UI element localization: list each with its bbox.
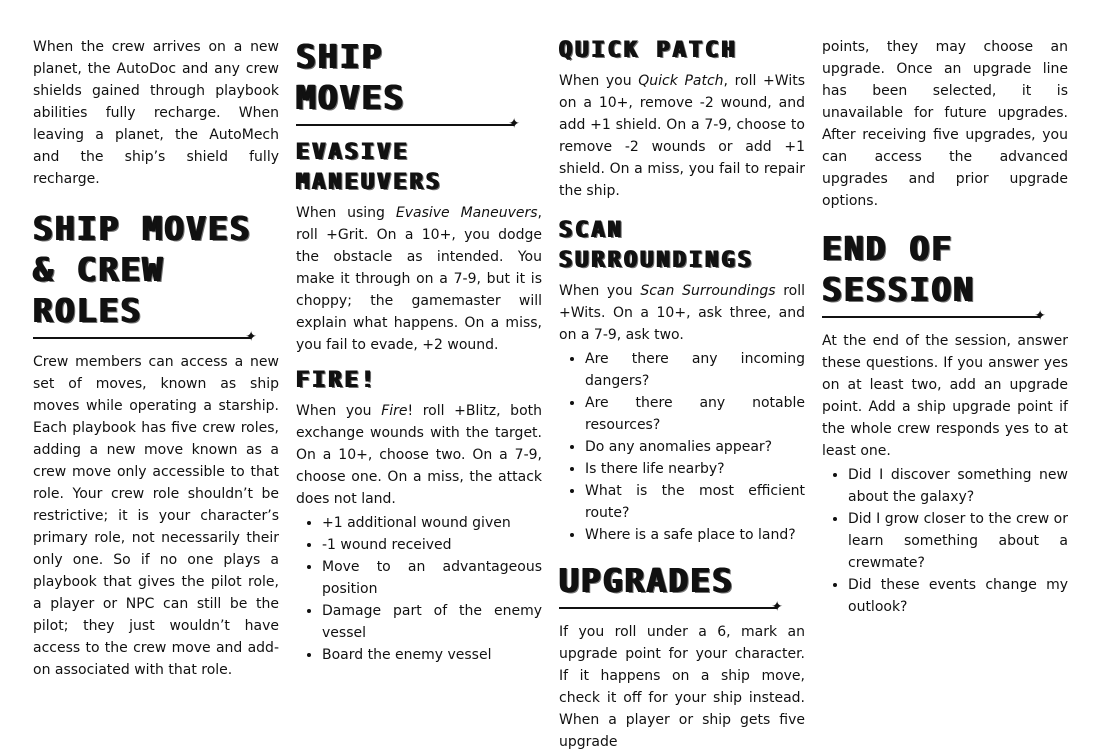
- upgrades-continued-paragraph: points, they may choose an upgrade. Once an upgrade line has been selected, it is unavailable for future upgrades. After receiving five upgrades, you can access the advanced upgrades and prior upgrade options.: [822, 39, 1068, 209]
- heading-ship-moves-crew-roles: SHIP MOVES & CREW ROLES: [33, 209, 252, 330]
- list-item: • Damage part of the enemy vessel: [322, 600, 542, 644]
- section-divider: [822, 310, 1068, 324]
- list-item: • Do any anomalies appear?: [585, 436, 805, 458]
- list-item: • Did I discover something new about the galaxy?: [848, 464, 1068, 508]
- sparkle-icon: ✦: [1034, 308, 1046, 324]
- column-2: [296, 36, 542, 666]
- heading-quick-patch: QUICK PATCH: [559, 38, 738, 63]
- scan-surroundings-paragraph: When you Scan Surroundings roll +Wits. On a 10+, ask three, and on a 7-9, ask two.: [559, 283, 805, 343]
- list-item: • -1 wound received: [322, 534, 542, 556]
- column-3: [559, 36, 805, 753]
- end-of-session-paragraph: At the end of the session, answer these questions. If you answer yes on at least two, add an upgrade point. Add a ship upgrade point if the whole crew responds yes to at least one.: [822, 333, 1068, 459]
- section-divider: [296, 118, 542, 132]
- heading-end-of-session: END OF SESSION: [822, 229, 976, 309]
- heading-fire: FIRE!: [296, 368, 378, 393]
- heading-scan-surroundings: SCAN SURROUNDINGS: [559, 218, 754, 273]
- list-item: • What is the most efficient route?: [585, 480, 805, 524]
- list-item: • Board the enemy vessel: [322, 644, 542, 666]
- sparkle-icon: ✦: [771, 599, 783, 615]
- list-item: • Move to an advantageous position: [322, 556, 542, 600]
- intro-paragraph: When the crew arrives on a new planet, the AutoDoc and any crew shields gained through playbook abilities fully recharge. When leaving a planet, the AutoMech and the ship’s shield fully recharge.: [33, 39, 279, 187]
- list-item: • Is there life nearby?: [585, 458, 805, 480]
- list-item: • Did these events change my outlook?: [848, 574, 1068, 618]
- section-divider: [33, 331, 279, 345]
- scan-questions-list: [559, 348, 805, 546]
- evasive-maneuvers-paragraph: When using Evasive Maneuvers, roll +Grit. On a 10+, you dodge the obstacle as intended. You make it through on a 7-9, but it is choppy; the gamemaster will explain what happens. On a miss, you fail to evade, +2 wound.: [296, 205, 542, 353]
- list-item: • +1 additional wound given: [322, 512, 542, 534]
- crew-roles-paragraph: Crew members can access a new set of moves, known as ship moves while operating a starship. Each playbook has five crew roles, adding a new move known as a crew move only accessible to that role. Your crew role shouldn’t be restrictive; it is your character’s primary role, not necessarily their only one. So if no one plays a playbook that gives the pilot role, a player or NPC can still be the pilot; they just wouldn’t have access to the crew move and add-on associated with that role.: [33, 354, 279, 678]
- sparkle-icon: ✦: [245, 329, 257, 345]
- list-item: • Are there any notable resources?: [585, 392, 805, 436]
- upgrades-paragraph: If you roll under a 6, mark an upgrade point for your character. If it happens on a ship move, check it off for your ship instead. When a player or ship gets five upgrade: [559, 624, 805, 750]
- list-item: • Did I grow closer to the crew or learn something about a crewmate?: [848, 508, 1068, 574]
- quick-patch-paragraph: When you Quick Patch, roll +Wits on a 10+, remove -2 wound, and add +1 shield. On a 7-9, choose to remove -2 wounds or add +1 shield. On a miss, you fail to repair the ship.: [559, 73, 805, 199]
- heading-evasive-maneuvers: EVASIVE MANEUVERS: [296, 140, 443, 195]
- sparkle-icon: ✦: [508, 116, 520, 132]
- list-item: • Where is a safe place to land?: [585, 524, 805, 546]
- column-4: [822, 36, 1068, 618]
- heading-upgrades: UPGRADES: [559, 561, 734, 600]
- column-1: [33, 36, 279, 681]
- fire-paragraph: When you Fire! roll +Blitz, both exchange wounds with the target. On a 10+, choose two. On a 7-9, choose one. On a miss, the attack does not land.: [296, 403, 542, 507]
- fire-options-list: [296, 512, 542, 666]
- section-divider: [559, 601, 805, 615]
- heading-ship-moves: SHIP MOVES: [296, 37, 406, 117]
- end-questions-list: [822, 464, 1068, 618]
- list-item: • Are there any incoming dangers?: [585, 348, 805, 392]
